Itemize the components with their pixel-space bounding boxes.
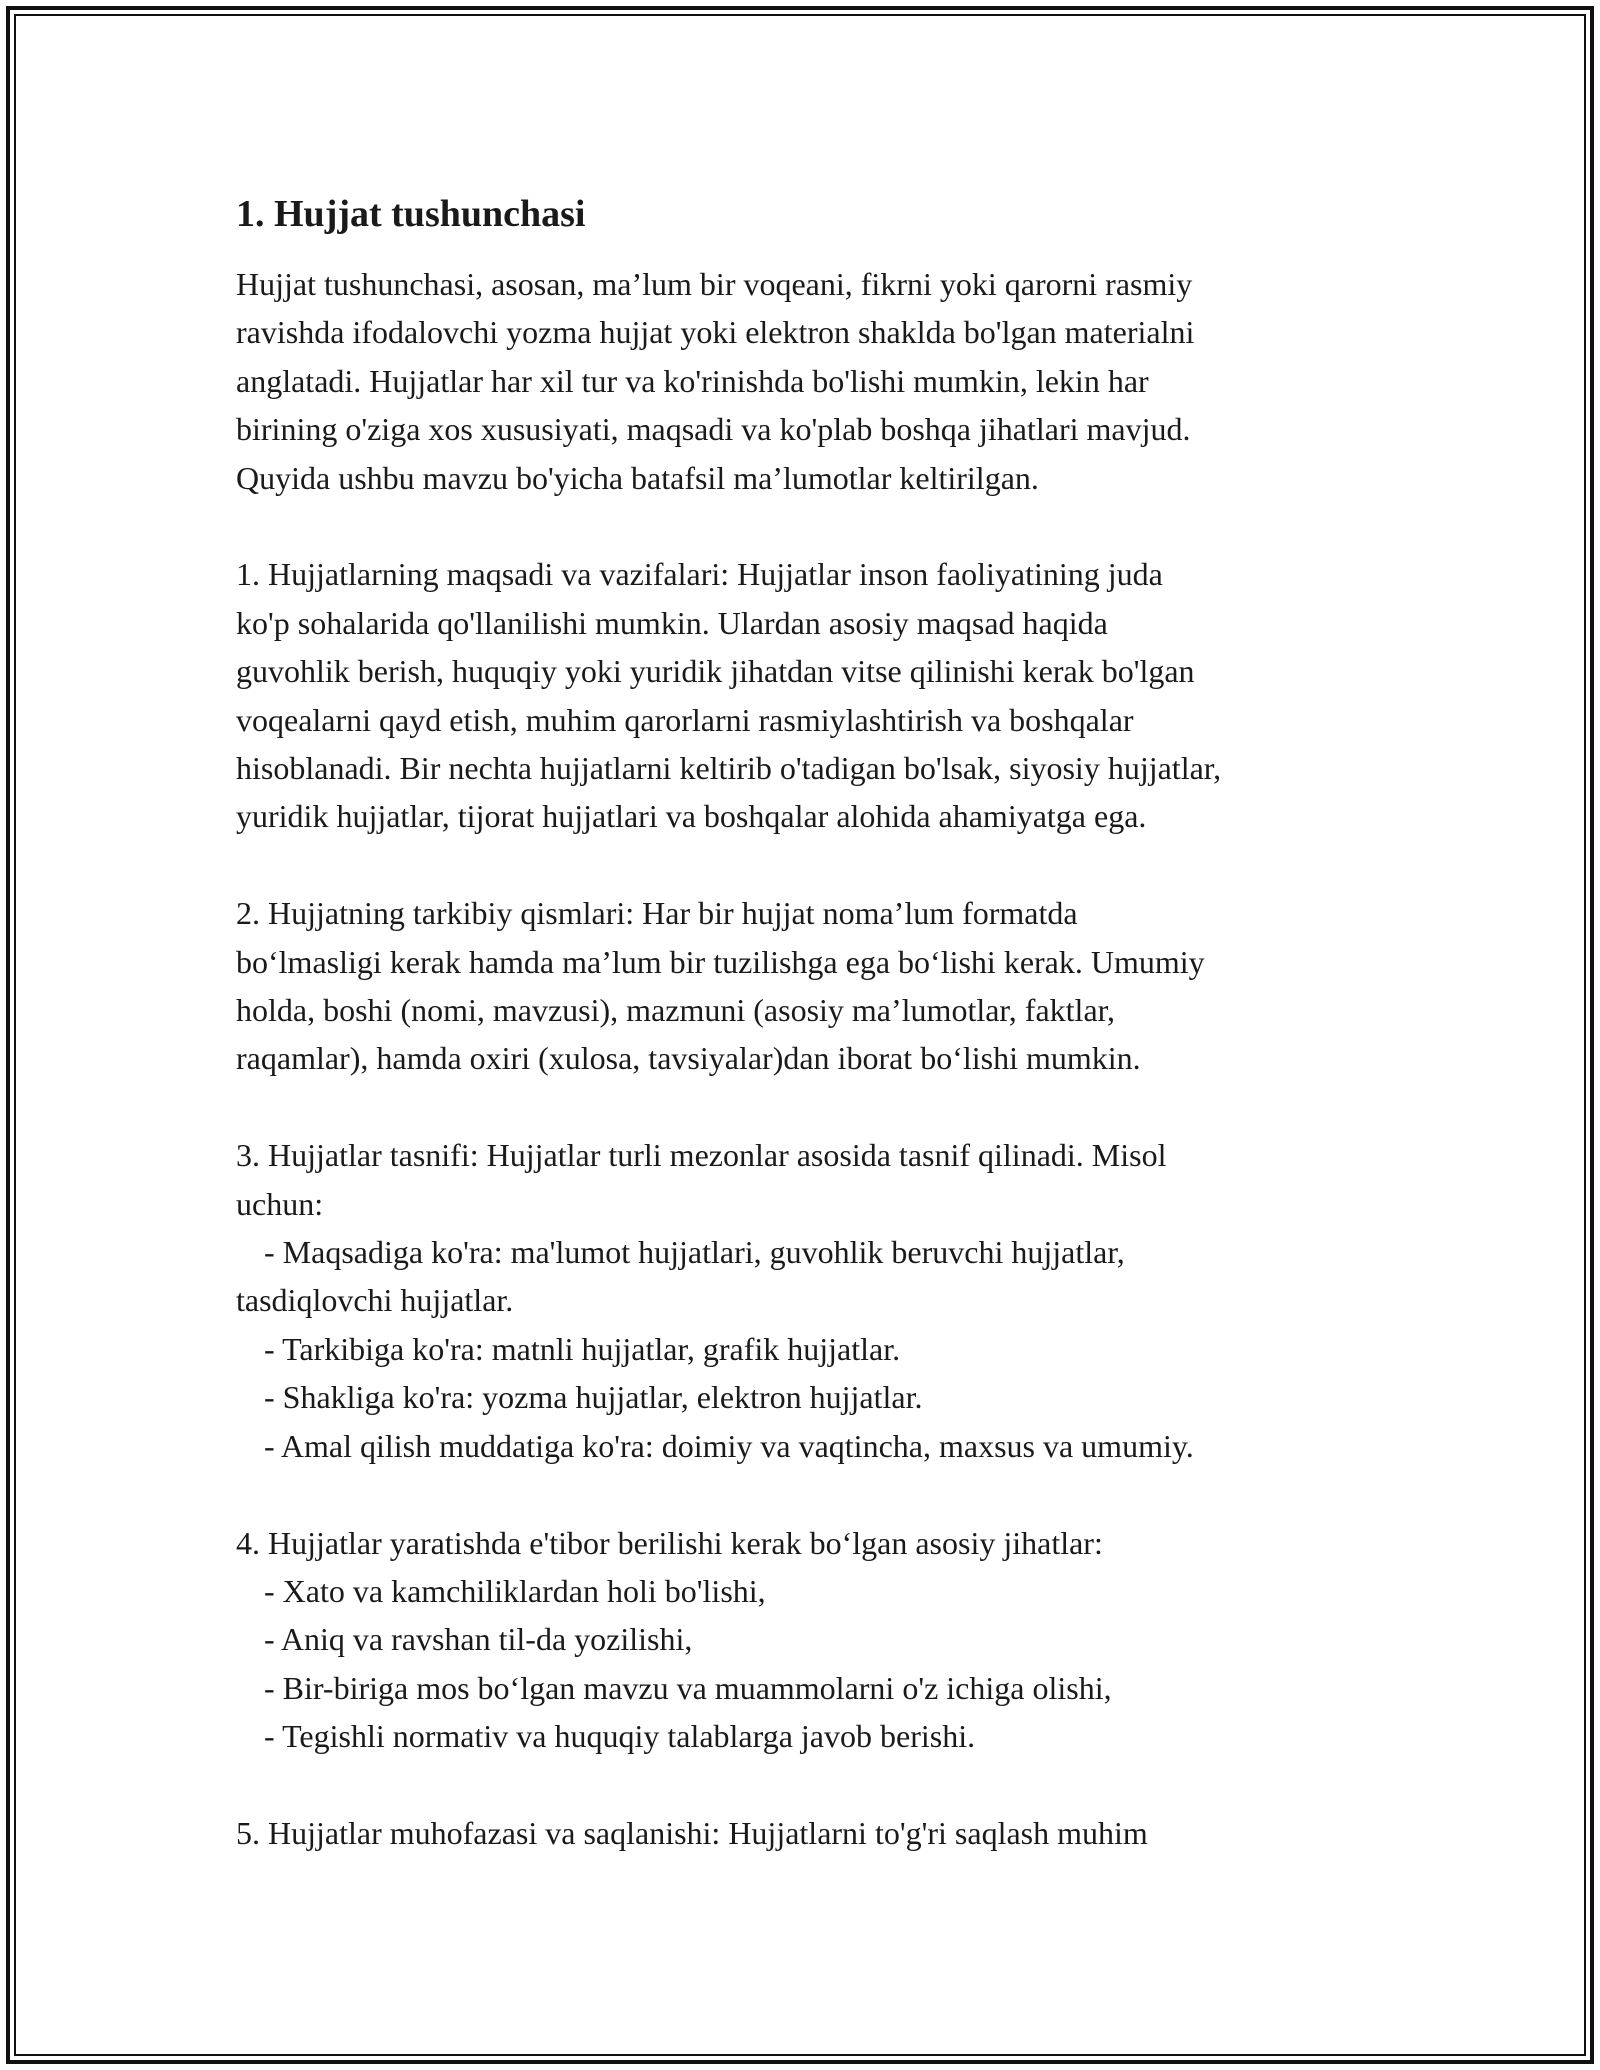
text-line: 5. Hujjatlar muhofazasi va saqlanishi: Hujjatlarni to'g'ri saqlash muhim — [236, 1814, 1148, 1851]
text-line: Quyida ushbu mavzu bo'yicha batafsil ma’lumotlar keltirilgan. — [236, 459, 1039, 496]
section-4-paragraph — [236, 1519, 1396, 1761]
text-line: birining o'ziga xos xususiyati, maqsadi va ko'plab boshqa jihatlari mavjud. — [236, 411, 1191, 448]
text-line: yuridik hujjatlar, tijorat hujjatlari va boshqalar alohida ahamiyatga ega. — [236, 798, 1147, 835]
text-line: 3. Hujjatlar tasnifi: Hujjatlar turli mezonlar asosida tasnif qilinadi. Misol — [236, 1137, 1167, 1174]
text-line: ko'p sohalarida qo'llanilishi mumkin. Ulardan asosiy maqsad haqida — [236, 604, 1108, 641]
list-item: - Maqsadiga ko'ra: ma'lumot hujjatlari, guvohlik beruvchi hujjatlar, — [264, 1234, 1125, 1271]
text-line: raqamlar), hamda oxiri (xulosa, tavsiyalar)dan iborat bo‘lishi mumkin. — [236, 1040, 1141, 1077]
list-item: - Shakliga ko'ra: yozma hujjatlar, elektron hujjatlar. — [264, 1379, 923, 1416]
text-line: 4. Hujjatlar yaratishda e'tibor berilishi kerak bo‘lgan asosiy jihatlar: — [236, 1524, 1103, 1561]
text-line: guvohlik berish, huquqiy yoki yuridik jihatdan vitse qilinishi kerak bo'lgan — [236, 653, 1195, 690]
section-3-paragraph — [236, 1131, 1396, 1470]
list-item: - Tarkibiga ko'ra: matnli hujjatlar, grafik hujjatlar. — [264, 1330, 901, 1367]
list-item: - Bir-biriga mos bo‘lgan mavzu va muammolarni o'z ichiga olishi, — [264, 1669, 1112, 1706]
text-line: ravishda ifodalovchi yozma hujjat yoki elektron shaklda bo'lgan materialni — [236, 314, 1195, 351]
list-item: - Xato va kamchiliklardan holi bo'lishi, — [264, 1572, 766, 1609]
text-line: hisoblanadi. Bir nechta hujjatlarni keltirib o'tadigan bo'lsak, siyosiy hujjatlar, — [236, 750, 1222, 787]
section-1-paragraph — [236, 550, 1396, 840]
text-line: 2. Hujjatning tarkibiy qismlari: Har bir hujjat noma’lum formatda — [236, 895, 1078, 932]
intro-paragraph — [236, 260, 1396, 502]
text-line: uchun: — [236, 1185, 324, 1222]
section-2-paragraph — [236, 889, 1396, 1083]
list-item: - Amal qilish muddatiga ko'ra: doimiy va vaqtincha, maxsus va umumiy. — [264, 1427, 1194, 1464]
text-line: voqealarni qayd etish, muhim qarorlarni rasmiylashtirish va boshqalar — [236, 701, 1134, 738]
text-line: Hujjat tushunchasi, asosan, ma’lum bir voqeani, fikrni yoki qarorni rasmiy — [236, 266, 1193, 302]
section-5-paragraph — [236, 1809, 1396, 1857]
document-title: 1. Hujjat tushunchasi — [236, 193, 586, 235]
text-line: tasdiqlovchi hujjatlar. — [236, 1282, 514, 1319]
list-item: - Aniq va ravshan til-da yozilishi, — [264, 1621, 693, 1658]
text-line: bo‘lmasligi kerak hamda ma’lum bir tuzilishga ega bo‘lishi kerak. Umumiy — [236, 943, 1205, 980]
text-line: anglatadi. Hujjatlar har xil tur va ko'rinishda bo'lishi mumkin, lekin har — [236, 362, 1149, 399]
text-line: holda, boshi (nomi, mavzusi), mazmuni (asosiy ma’lumotlar, faktlar, — [236, 992, 1116, 1029]
document-body — [236, 186, 1396, 1906]
text-line: 1. Hujjatlarning maqsadi va vazifalari: Hujjatlar inson faoliyatining juda — [236, 556, 1163, 593]
list-item: - Tegishli normativ va huquqiy talablarga javob berishi. — [264, 1718, 976, 1755]
